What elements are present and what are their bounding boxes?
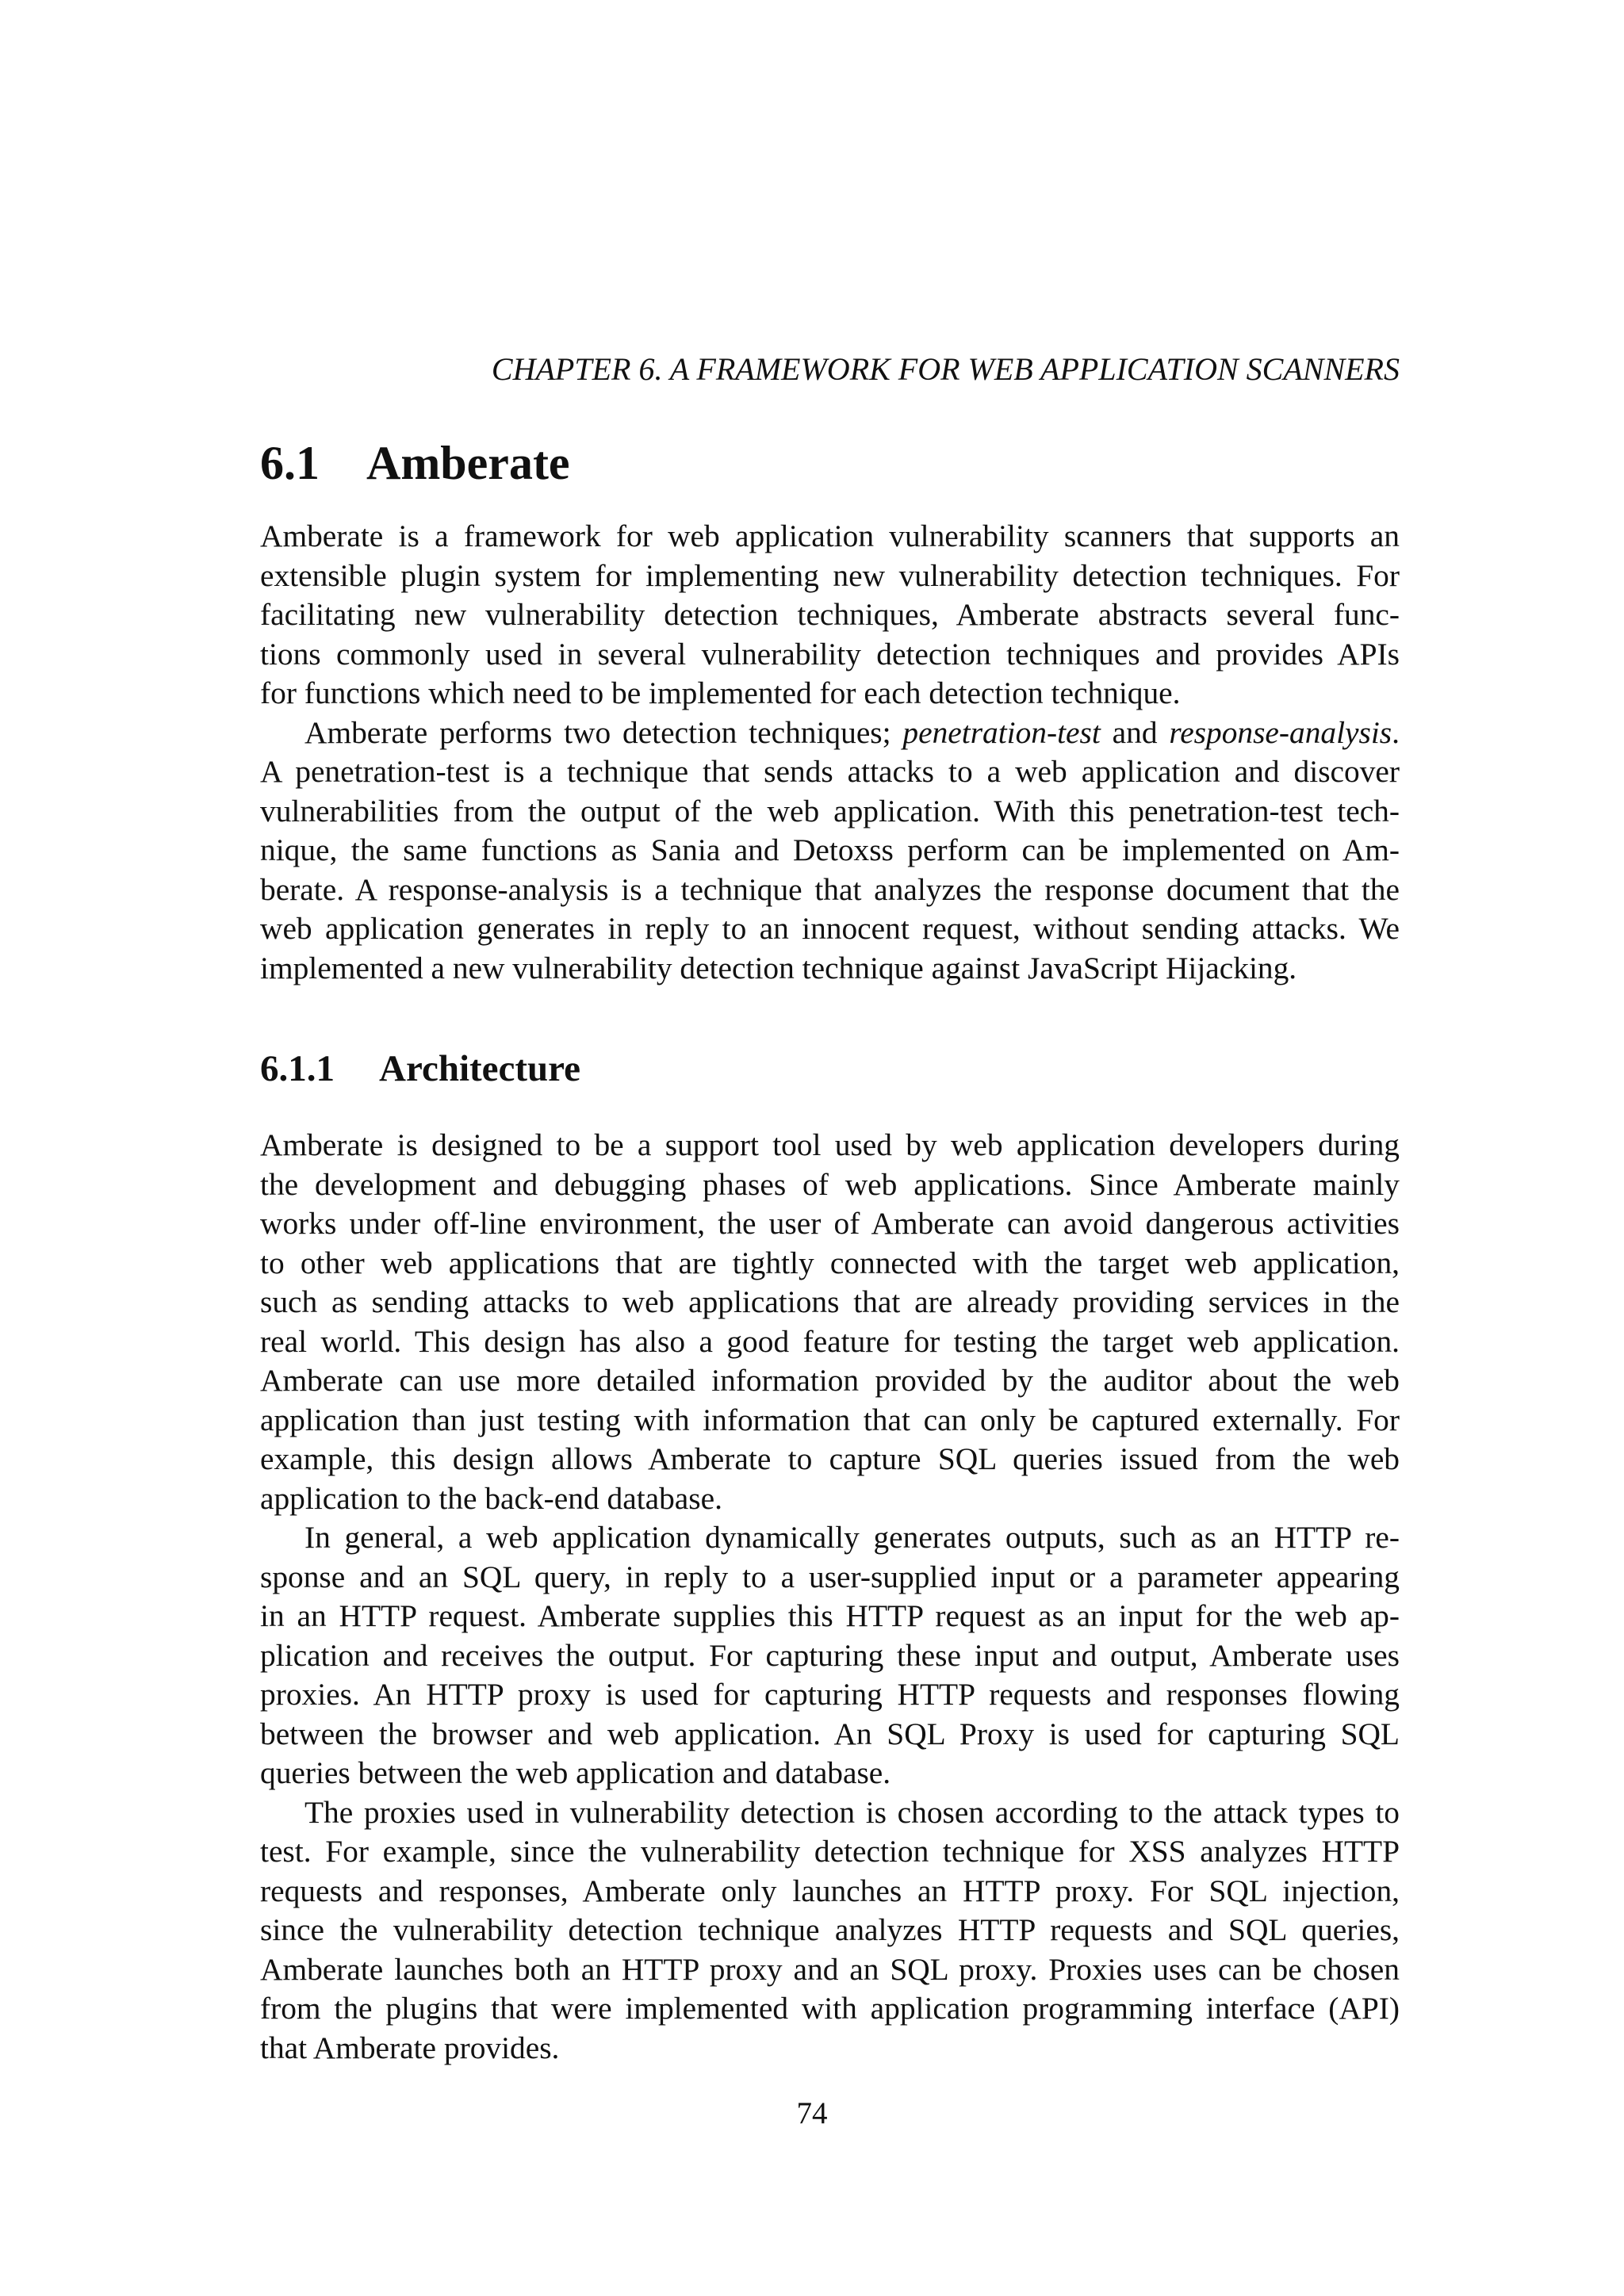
subsection-title-text: Architecture: [379, 1048, 581, 1089]
body-line: nique, the same functions as Sania and Detoxss perform can be implemented on Am-: [260, 832, 1400, 867]
section-body: [260, 517, 1400, 988]
body-line: tions commonly used in several vulnerability detection techniques and provides APIs: [260, 636, 1400, 672]
body-line: In general, a web application dynamically generates outputs, such as an HTTP re-: [304, 1520, 1400, 1555]
body-line: from the plugins that were implemented with application programming interface (API): [260, 1991, 1400, 2026]
body-line: requests and responses, Amberate only launches an HTTP proxy. For SQL injection,: [260, 1873, 1400, 1908]
body-line: extensible plugin system for implementing new vulnerability detection techniques. For: [260, 557, 1400, 593]
body-line: Amberate is designed to be a support tool used by web application developers during: [260, 1127, 1400, 1162]
body-line-emphasis: [260, 714, 1400, 753]
body-line: example, this design allows Amberate to capture SQL queries issued from the web: [260, 1441, 1400, 1476]
body-line: application to the back-end database.: [260, 1480, 722, 1516]
subsection-heading: [260, 1047, 580, 1091]
body-line: between the browser and web application. An SQL Proxy is used for capturing SQL: [260, 1716, 1400, 1751]
subsection-number: 6.1.1: [260, 1048, 335, 1089]
section-heading: [260, 434, 570, 492]
body-line: Amberate is a framework for web application vulnerability scanners that supports an: [260, 519, 1400, 553]
body-line: plication and receives the output. For capturing these input and output, Amberate uses: [260, 1637, 1400, 1673]
term-response-analysis: response-analysis: [1169, 714, 1392, 750]
body-line: such as sending attacks to web applications that are already providing services in the: [260, 1284, 1400, 1319]
body-line: The proxies used in vulnerability detection is chosen according to the attack types to: [304, 1794, 1400, 1830]
running-header: CHAPTER 6. A FRAMEWORK FOR WEB APPLICATION SCANNERS: [491, 351, 1400, 387]
body-line: vulnerabilities from the output of the web application. With this penetration-test tech-: [260, 793, 1400, 828]
section-title-text: Amberate: [366, 437, 570, 489]
body-line: real world. This design has also a good feature for testing the target web application.: [260, 1323, 1400, 1359]
section-number: 6.1: [260, 437, 320, 489]
body-line: berate. A response-analysis is a technique that analyzes the response document that the: [260, 871, 1400, 907]
body-line: proxies. An HTTP proxy is used for capturing HTTP requests and responses flowing: [260, 1677, 1400, 1712]
body-line: web application generates in reply to an innocent request, without sending attacks. We: [260, 911, 1400, 946]
body-line: in an HTTP request. Amberate supplies this HTTP request as an input for the web ap-: [260, 1598, 1400, 1633]
emphasis-connector: and: [1100, 714, 1170, 750]
body-line: facilitating new vulnerability detection techniques, Amberate abstracts several func-: [260, 597, 1400, 632]
body-line: works under off-line environment, the user of Amberate can avoid dangerous activities: [260, 1206, 1400, 1241]
body-line: that Amberate provides.: [260, 2030, 560, 2065]
term-penetration-test: penetration-test: [902, 714, 1101, 750]
body-line: test. For example, since the vulnerability detection technique for XSS analyzes HTTP: [260, 1834, 1400, 1869]
body-line: to other web applications that are tightly connected with the target web application,: [260, 1245, 1400, 1280]
subsection-body: [260, 1126, 1400, 2068]
body-line: A penetration-test is a technique that sends attacks to a web application and discover: [260, 754, 1400, 789]
page-number: 74: [796, 2096, 828, 2130]
body-line: application than just testing with information that can only be captured externally. For: [260, 1402, 1400, 1437]
body-line: Amberate launches both an HTTP proxy and an SQL proxy. Proxies uses can be chosen: [260, 1951, 1400, 1987]
body-line: for functions which need to be implemented for each detection technique.: [260, 675, 1181, 710]
body-line: implemented a new vulnerability detection technique against JavaScript Hijacking.: [260, 950, 1297, 985]
emphasis-prefix: Amberate performs two detection techniques;: [304, 714, 903, 750]
body-line: queries between the web application and database.: [260, 1755, 891, 1790]
body-line: since the vulnerability detection technique analyzes HTTP requests and SQL queries,: [260, 1912, 1400, 1947]
body-line: the development and debugging phases of web applications. Since Amberate mainly: [260, 1166, 1400, 1202]
emphasis-suffix: .: [1392, 714, 1400, 750]
body-line: Amberate can use more detailed information provided by the auditor about the web: [260, 1363, 1400, 1398]
body-line: sponse and an SQL query, in reply to a user-supplied input or a parameter appearing: [260, 1559, 1400, 1594]
